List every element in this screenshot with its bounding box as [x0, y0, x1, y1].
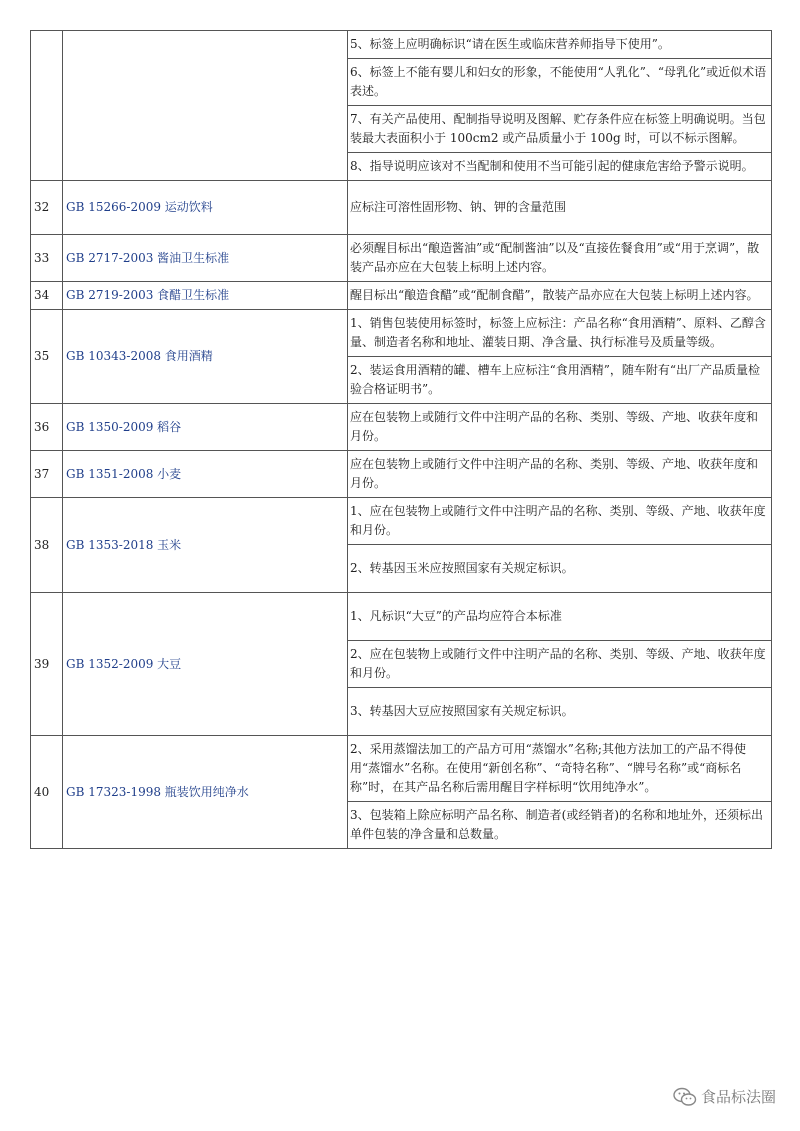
- requirement-text: 1、销售包装使用标签时，标签上应标注：产品名称“食用酒精”、原料、乙醇含量、制造者名称和地址、灌装日期、净含量、执行标准号及质量等级。: [348, 310, 772, 357]
- standard-name: GB 2719-2003 食醋卫生标准: [63, 282, 348, 310]
- row-number: 36: [31, 404, 63, 451]
- requirement-text: 3、转基因大豆应按照国家有关规定标识。: [348, 688, 772, 736]
- row-number: 32: [31, 181, 63, 235]
- table-row: [31, 31, 772, 59]
- requirement-text: 3、包装箱上除应标明产品名称、制造者(或经销者)的名称和地址外，还须标出单件包装的净含量和总数量。: [348, 802, 772, 849]
- row-number: 38: [31, 498, 63, 593]
- standards-table-body: [31, 31, 772, 849]
- table-row: [31, 310, 772, 357]
- row-number: 33: [31, 235, 63, 282]
- row-number: [31, 31, 63, 181]
- requirement-text: 6、标签上不能有婴儿和妇女的形象，不能使用“人乳化”、“母乳化”或近似术语表述。: [348, 59, 772, 106]
- requirement-text: 2、应在包装物上或随行文件中注明产品的名称、类别、等级、产地、收获年度和月份。: [348, 641, 772, 688]
- table-row: [31, 593, 772, 641]
- table-row: [31, 282, 772, 310]
- requirement-text: 7、有关产品使用、配制指导说明及图解、贮存条件应在标签上明确说明。当包装最大表面积小于 100cm2 或产品质量小于 100g 时，可以不标示图解。: [348, 106, 772, 153]
- row-number: 37: [31, 451, 63, 498]
- watermark-text: 食品标法圈: [700, 1088, 776, 1106]
- standard-name: GB 1352-2009 大豆: [63, 593, 348, 736]
- requirement-text: 应在包装物上或随行文件中注明产品的名称、类别、等级、产地、收获年度和月份。: [348, 404, 772, 451]
- standard-name: GB 10343-2008 食用酒精: [63, 310, 348, 404]
- row-number: 40: [31, 736, 63, 849]
- table-row: [31, 404, 772, 451]
- table-row: [31, 736, 772, 802]
- standard-name: GB 2717-2003 酱油卫生标准: [63, 235, 348, 282]
- watermark: [673, 1086, 776, 1107]
- standard-name: GB 15266-2009 运动饮料: [63, 181, 348, 235]
- row-number: 39: [31, 593, 63, 736]
- requirement-text: 2、采用蒸馏法加工的产品方可用“蒸馏水”名称;其他方法加工的产品不得使用“蒸馏水”名称。在使用“新创名称”、“奇特名称”、“牌号名称”或“商标名称”时，在其产品名称后需用醒目字样标明“饮用纯净水”。: [348, 736, 772, 802]
- table-row: [31, 498, 772, 545]
- row-number: 35: [31, 310, 63, 404]
- requirement-text: 应在包装物上或随行文件中注明产品的名称、类别、等级、产地、收获年度和月份。: [348, 451, 772, 498]
- requirement-text: 应标注可溶性固形物、钠、钾的含量范围: [348, 181, 772, 235]
- requirement-text: 8、指导说明应该对不当配制和使用不当可能引起的健康危害给予警示说明。: [348, 153, 772, 181]
- standards-table: [30, 30, 772, 849]
- table-row: [31, 451, 772, 498]
- standard-name: GB 1350-2009 稻谷: [63, 404, 348, 451]
- requirement-text: 5、标签上应明确标识“请在医生或临床营养师指导下使用”。: [348, 31, 772, 59]
- standard-name: [63, 31, 348, 181]
- requirement-text: 2、转基因玉米应按照国家有关规定标识。: [348, 545, 772, 593]
- requirement-text: 必须醒目标出“酿造酱油”或“配制酱油”以及“直接佐餐食用”或“用于烹调”，散装产品亦应在大包装上标明上述内容。: [348, 235, 772, 282]
- requirement-text: 醒目标出“酿造食醋”或“配制食醋”，散装产品亦应在大包装上标明上述内容。: [348, 282, 772, 310]
- row-number: 34: [31, 282, 63, 310]
- standard-name: GB 1353-2018 玉米: [63, 498, 348, 593]
- document-page: [30, 30, 771, 849]
- standard-name: GB 1351-2008 小麦: [63, 451, 348, 498]
- standard-name: GB 17323-1998 瓶装饮用纯净水: [63, 736, 348, 849]
- requirement-text: 1、应在包装物上或随行文件中注明产品的名称、类别、等级、产地、收获年度和月份。: [348, 498, 772, 545]
- wechat-icon: [673, 1087, 697, 1107]
- requirement-text: 2、装运食用酒精的罐、槽车上应标注“食用酒精”，随车附有“出厂产品质量检验合格证明书”。: [348, 357, 772, 404]
- requirement-text: 1、凡标识“大豆”的产品均应符合本标准: [348, 593, 772, 641]
- table-row: [31, 181, 772, 235]
- table-row: [31, 235, 772, 282]
